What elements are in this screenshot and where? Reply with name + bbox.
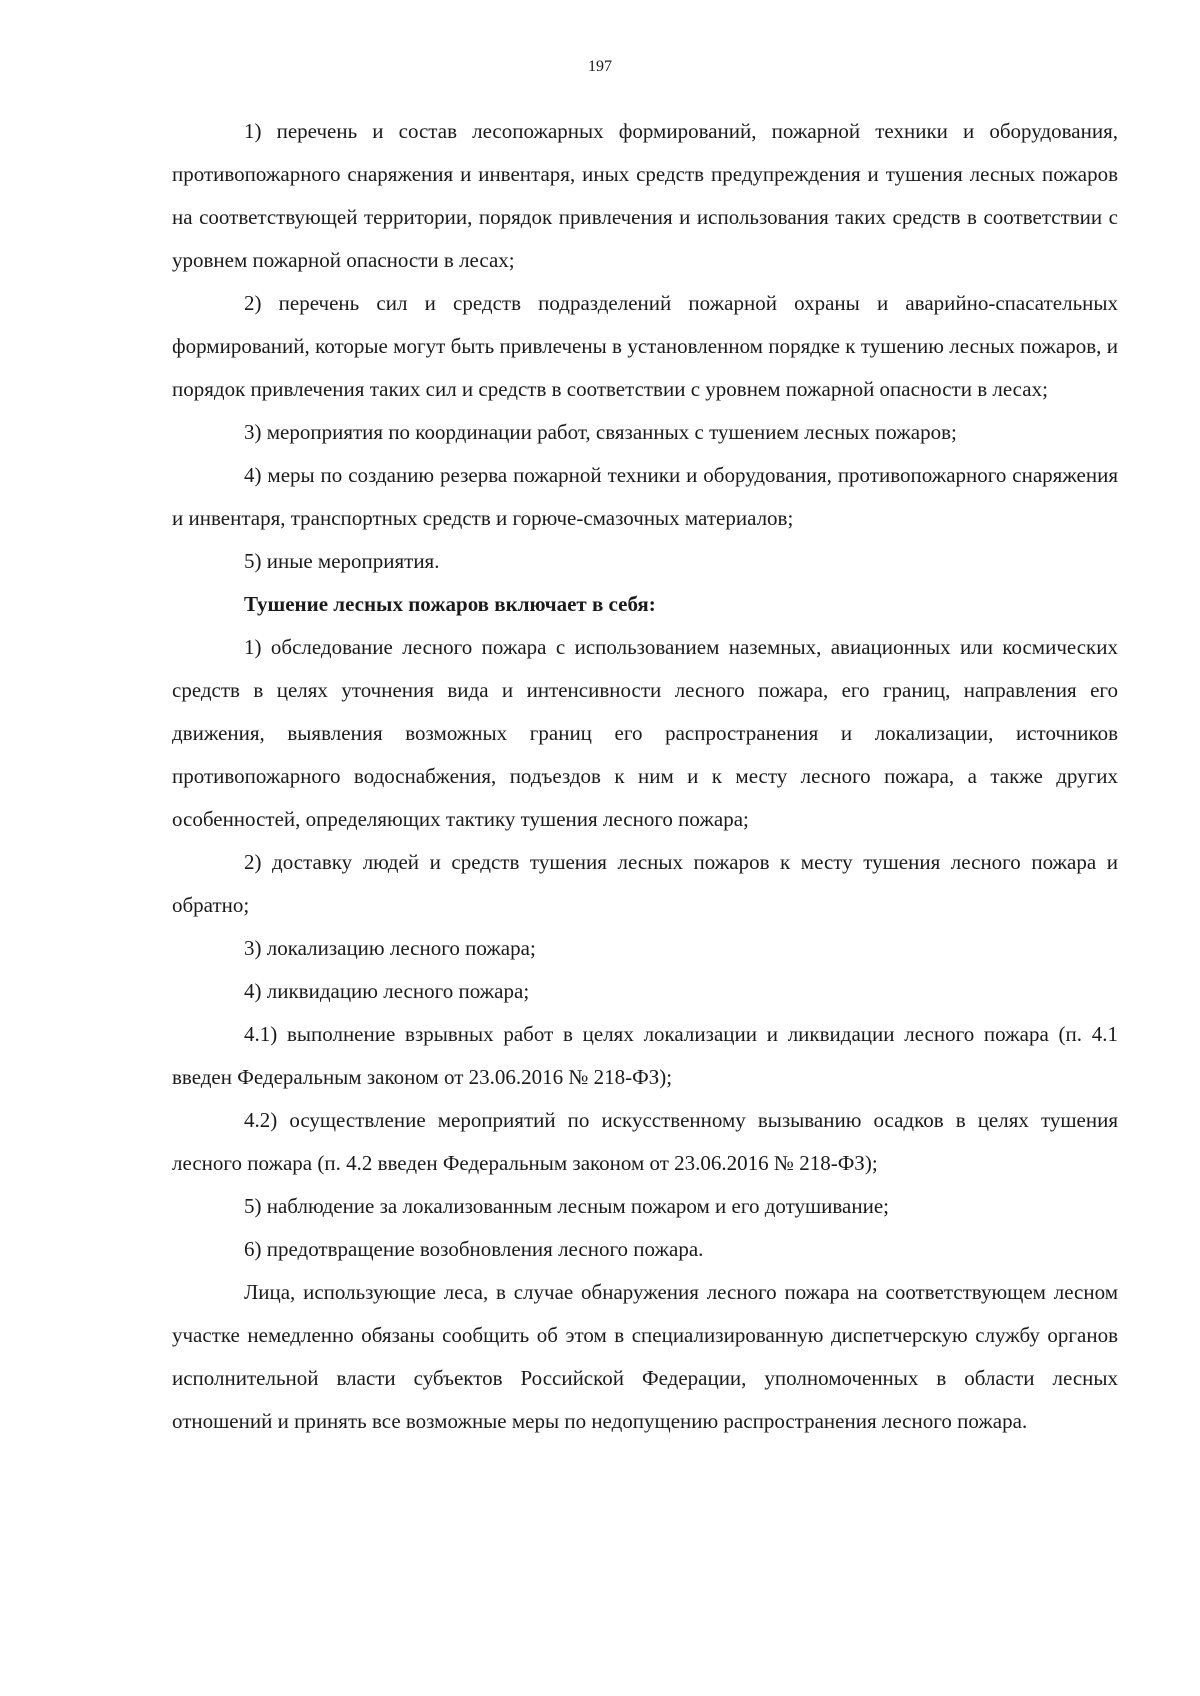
list-item-3: 3) мероприятия по координации работ, связанных с тушением лесных пожаров; xyxy=(244,420,957,444)
firefighting-item-5: 5) наблюдение за локализованным лесным пожаром и его дотушивание; xyxy=(244,1194,890,1218)
firefighting-item-1: 1) обследование лесного пожара с использованием наземных, авиационных или космических средств в целях уточнения вида и интенсивности лесного пожара, его границ, направления его движения, выявления возможных границ его распространения и локализации, источников противопожарного водоснабжения, подъездов к ним и к месту лесного пожара, а также других особенностей, определяющих тактику тушения лесного пожара; xyxy=(172,635,1118,831)
firefighting-item-2: 2) доставку людей и средств тушения лесных пожаров к месту тушения лесного пожара и обратно; xyxy=(172,850,1118,917)
firefighting-item-3: 3) локализацию лесного пожара; xyxy=(244,936,536,960)
page-number: 197 xyxy=(588,58,612,75)
section-heading: Тушение лесных пожаров включает в себя: xyxy=(244,592,656,616)
list-item-4: 4) меры по созданию резерва пожарной техники и оборудования, противопожарного снаряжения и инвентаря, транспортных средств и горюче-смазочных материалов; xyxy=(172,463,1118,530)
firefighting-item-4-2: 4.2) осуществление мероприятий по искусственному вызыванию осадков в целях тушения лесного пожара (п. 4.2 введен Федеральным законом от 23.06.2016 № 218-ФЗ); xyxy=(172,1108,1118,1175)
firefighting-item-4-1: 4.1) выполнение взрывных работ в целях локализации и ликвидации лесного пожара (п. 4.1 введен Федеральным законом от 23.06.2016 № 218-ФЗ); xyxy=(172,1022,1118,1089)
list-item-2: 2) перечень сил и средств подразделений пожарной охраны и аварийно-спасательных формирований, которые могут быть привлечены в установленном порядке к тушению лесных пожаров, и порядок привлечения таких сил и средств в соответствии с уровнем пожарной опасности в лесах; xyxy=(172,291,1118,401)
list-item-1: 1) перечень и состав лесопожарных формирований, пожарной техники и оборудования, противопожарного снаряжения и инвентаря, иных средств предупреждения и тушения лесных пожаров на соответствующей территории, порядок привлечения и использования таких средств в соответствии с уровнем пожарной опасности в лесах; xyxy=(172,119,1118,272)
closing-paragraph: Лица, использующие леса, в случае обнаружения лесного пожара на соответствующем лесном участке немедленно обязаны сообщить об этом в специализированную диспетчерскую службу органов исполнительной власти субъектов Российской Федерации, уполномоченных в области лесных отношений и принять все возможные меры по недопущению распространения лесного пожара. xyxy=(172,1280,1118,1433)
firefighting-item-6: 6) предотвращение возобновления лесного пожара. xyxy=(244,1237,704,1261)
list-item-5: 5) иные мероприятия. xyxy=(244,549,440,573)
document-body xyxy=(172,110,1118,1443)
firefighting-item-4: 4) ликвидацию лесного пожара; xyxy=(244,979,530,1003)
